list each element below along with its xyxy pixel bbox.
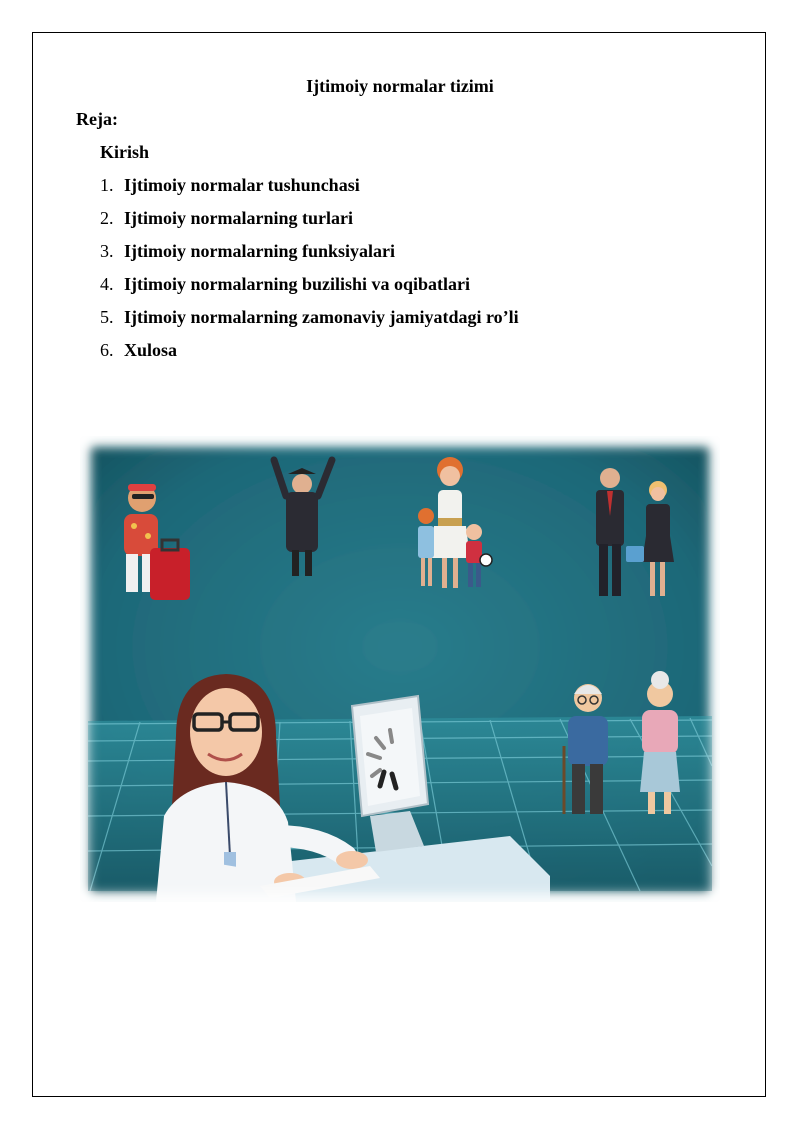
list-text: Ijtimoiy normalarning turlari	[124, 208, 353, 228]
list-number: 6.	[100, 340, 114, 360]
list-item	[100, 175, 519, 208]
list-item	[100, 241, 519, 274]
list-item	[100, 208, 519, 241]
list-text: Ijtimoiy normalarning funksiyalari	[124, 241, 396, 261]
list-text: Ijtimoiy normalar tushunchasi	[124, 175, 360, 195]
list-text: Xulosa	[124, 340, 178, 360]
social-roles-illustration	[80, 436, 720, 902]
list-text: Ijtimoiy normalarning zamonaviy jamiyatdagi ro’li	[124, 307, 519, 327]
list-item	[100, 307, 519, 340]
list-number: 5.	[100, 307, 114, 327]
list-item	[100, 274, 519, 307]
list-item	[100, 340, 519, 373]
document-title: Ijtimoiy normalar tizimi	[306, 76, 494, 96]
outline-list	[100, 175, 519, 373]
list-number: 3.	[100, 241, 114, 261]
list-text: Ijtimoiy normalarning buzilishi va oqibatlari	[124, 274, 471, 294]
list-number: 1.	[100, 175, 114, 195]
list-number: 4.	[100, 274, 114, 294]
outline-intro: Kirish	[100, 142, 150, 162]
plan-label: Reja:	[76, 109, 118, 129]
list-number: 2.	[100, 208, 114, 228]
